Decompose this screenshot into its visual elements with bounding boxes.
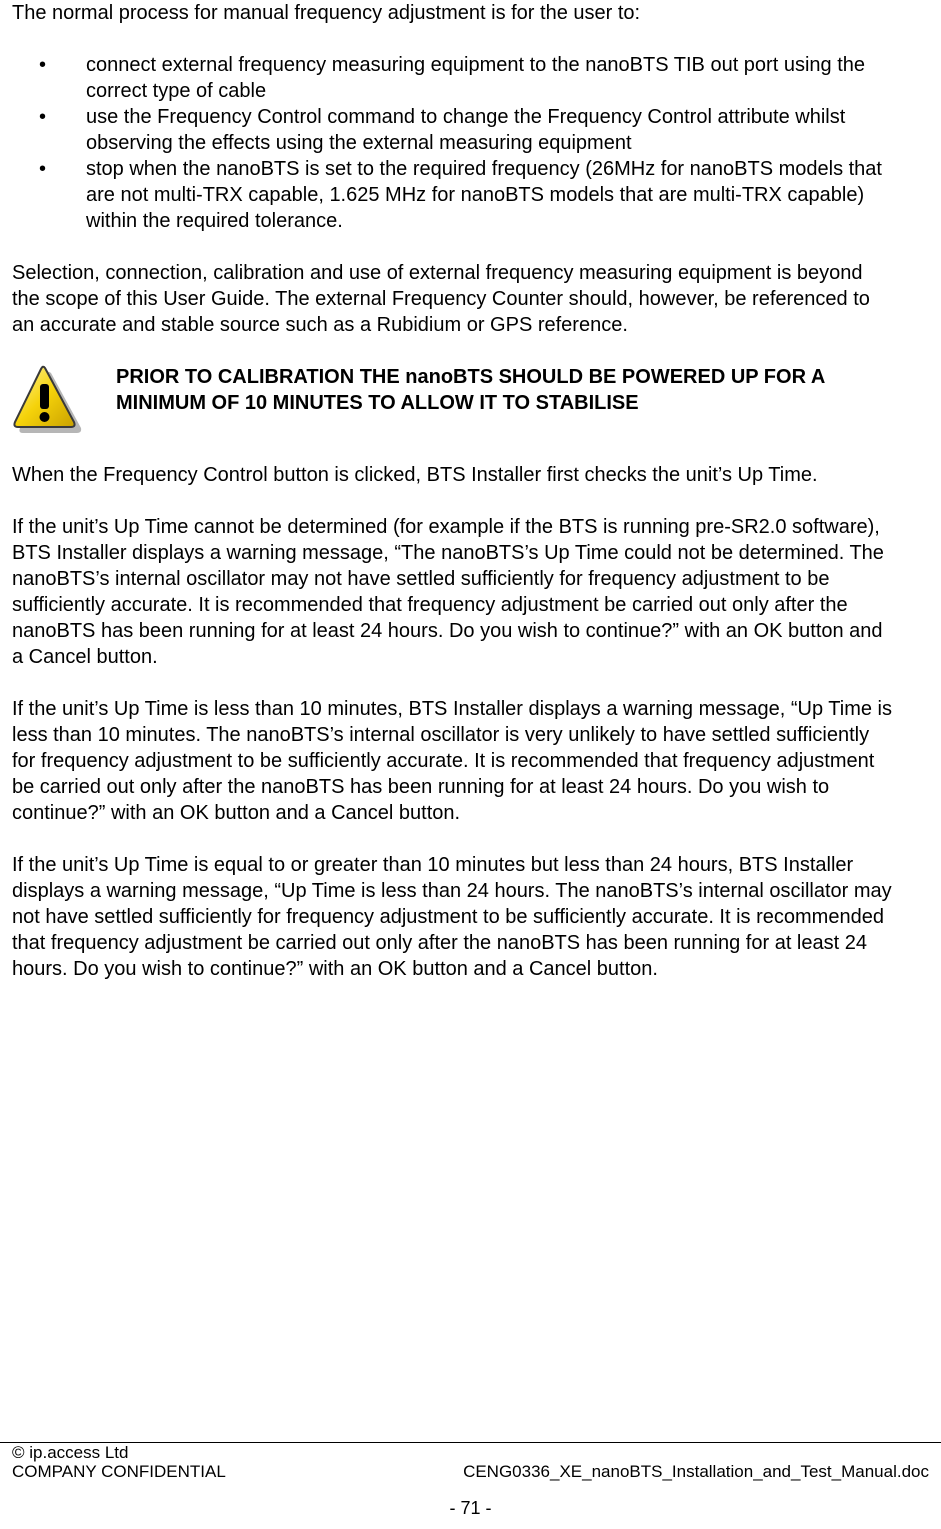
bullet-icon: • [39, 106, 47, 128]
click-check-paragraph: When the Frequency Control button is clicked, BTS Installer first checks the unit’s Up Time. [12, 464, 818, 486]
warning-triangle-icon [12, 364, 84, 436]
list-item-text: use the Frequency Control command to change the Frequency Control attribute whilst observing the effects using the external measuring equipment [86, 106, 846, 154]
list-item [12, 52, 892, 104]
process-steps-list [12, 52, 892, 234]
list-item-text: connect external frequency measuring equipment to the nanoBTS TIB out port using the correct type of cable [86, 54, 865, 102]
undetermined-uptime-paragraph: If the unit’s Up Time cannot be determined (for example if the BTS is running pre-SR2.0 software), BTS Installer displays a warning message, “The nanoBTS’s Up Time could not be determined. The nanoBTS’s internal oscillator may not have settled sufficiently for frequency adjustment to be sufficiently accurate. It is recommended that frequency adjustment be carried out only after the nanoBTS has been running for at least 24 hours. Do you wish to continue?” with an OK button and a Cancel button. [12, 516, 884, 668]
list-item [12, 104, 892, 156]
less-than-10-minutes-paragraph: If the unit’s Up Time is less than 10 minutes, BTS Installer displays a warning message, “Up Time is less than 10 minutes. The nanoBTS’s internal oscillator is very unlikely to have settled sufficiently for frequency adjustment to be sufficiently accurate. It is recommended that frequency adjustment be carried out only after the nanoBTS has been running for at least 24 hours. Do you wish to continue?” with an OK button and a Cancel button. [12, 698, 892, 824]
intro-paragraph: The normal process for manual frequency adjustment is for the user to: [12, 2, 641, 24]
document-filename: CENG0336_XE_nanoBTS_Installation_and_Test_Manual.doc [463, 1462, 929, 1481]
list-item-text: stop when the nanoBTS is set to the required frequency (26MHz for nanoBTS models that are not multi-TRX capable, 1.625 MHz for nanoBTS models that are multi-TRX capable) within the required tolerance. [86, 158, 882, 232]
scope-paragraph: Selection, connection, calibration and use of external frequency measuring equipment is beyond the scope of this User Guide. The external Frequency Counter should, however, be referenced to an accurate and stable source such as a Rubidium or GPS reference. [12, 262, 870, 336]
footer-row-copyright [0, 1443, 941, 1462]
list-item [12, 156, 892, 234]
copyright-text: © ip.access Ltd [12, 1443, 129, 1462]
page-footer [0, 1442, 941, 1518]
confidential-label: COMPANY CONFIDENTIAL [12, 1462, 226, 1481]
warning-callout [12, 364, 892, 462]
bullet-icon: • [39, 158, 47, 180]
document-body [12, 0, 892, 982]
footer-row-info [0, 1462, 941, 1481]
bullet-icon: • [39, 54, 47, 76]
warning-text: PRIOR TO CALIBRATION THE nanoBTS SHOULD BE POWERED UP FOR A MINIMUM OF 10 MINUTES TO ALLOW IT TO STABILISE [116, 366, 825, 414]
less-than-24-hours-paragraph: If the unit’s Up Time is equal to or greater than 10 minutes but less than 24 hours, BTS Installer displays a warning message, “Up Time is less than 24 hours. The nanoBTS’s internal oscillator may not have settled sufficiently for frequency adjustment to be sufficiently accurate. It is recommended that frequency adjustment be carried out only after the nanoBTS has been running for at least 24 hours. Do you wish to continue?” with an OK button and a Cancel button. [12, 854, 892, 980]
page-number: - 71 - [449, 1498, 492, 1518]
